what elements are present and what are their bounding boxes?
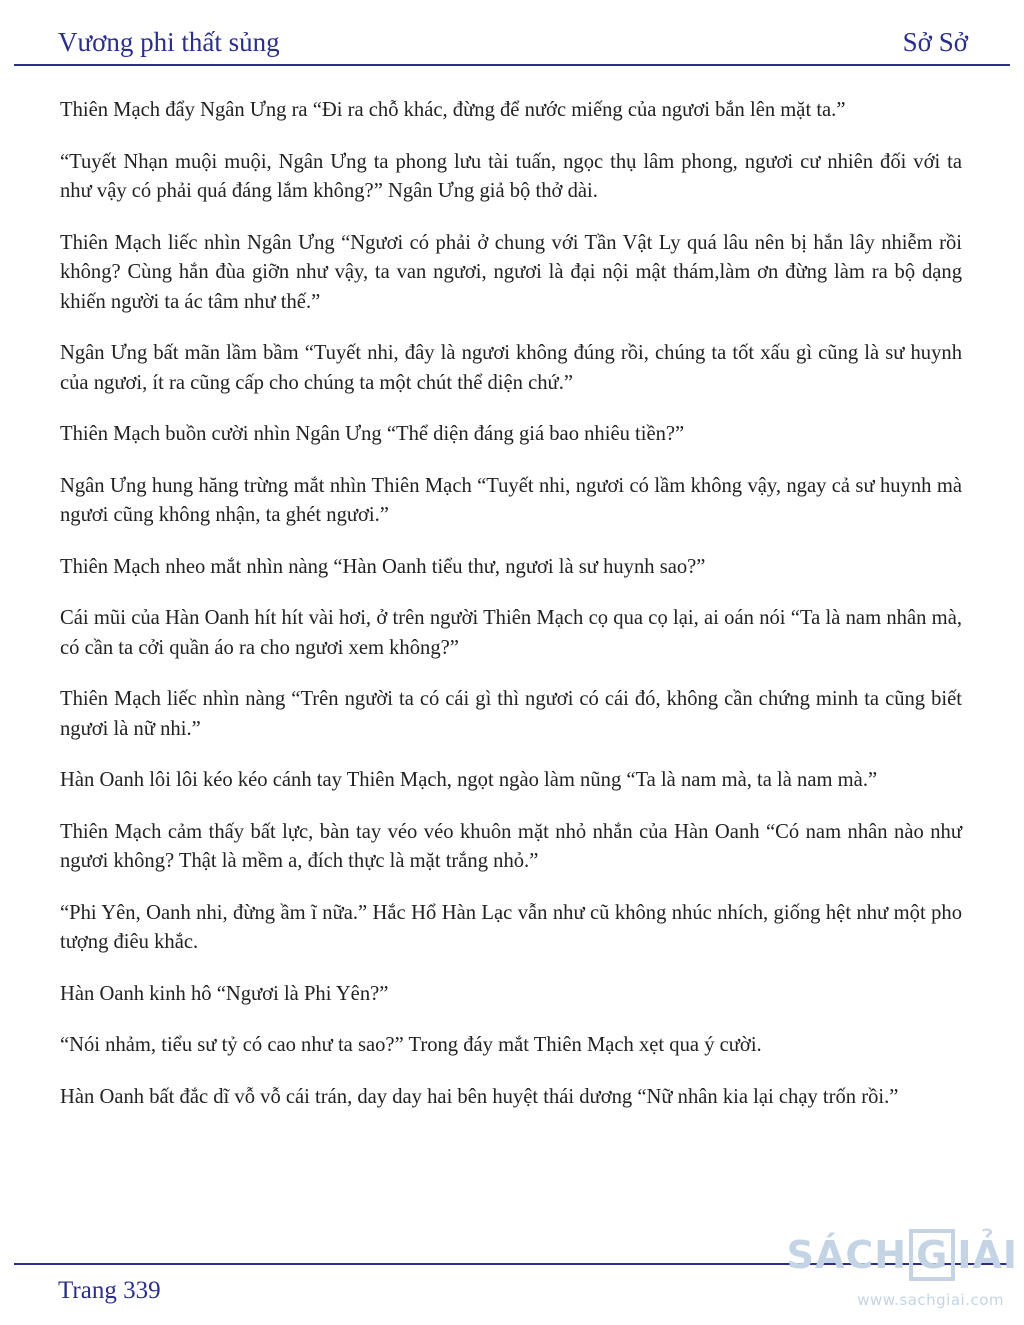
paragraph: Hàn Oanh lôi lôi kéo kéo cánh tay Thiên Mạch, ngọt ngào làm nũng “Ta là nam mà, ta là nam mà.” — [60, 769, 878, 791]
paragraph: Ngân Ưng hung hăng trừng mắt nhìn Thiên Mạch “Tuyết nhi, ngươi có lầm không vậy, ngay cả sư huynh mà ngươi cũng không nhận, ta ghét ngươi.” — [60, 474, 962, 526]
paragraph: Ngân Ưng bất mãn lầm bầm “Tuyết nhi, đây là ngươi không đúng rồi, chúng ta tốt xấu gì cũng là sư huynh của ngươi, ít ra cũng cấp cho chúng ta một chút thể diện chứ.” — [60, 342, 962, 394]
paragraph: Cái mũi của Hàn Oanh hít hít vài hơi, ở trên người Thiên Mạch cọ qua cọ lại, ai oán nói “Ta là nam nhân mà, có cần ta cởi quần áo ra cho ngươi xem không?” — [60, 607, 962, 659]
watermark-logo-left: SÁCH — [786, 1233, 908, 1277]
page-number: Trang 339 — [58, 1277, 161, 1304]
paragraph: Thiên Mạch buồn cười nhìn Ngân Ưng “Thể diện đáng giá bao nhiêu tiền?” — [60, 423, 685, 445]
page-body — [60, 96, 962, 1134]
paragraph: “Phi Yên, Oanh nhi, đừng ầm ĩ nữa.” Hắc Hổ Hàn Lạc vẫn như cũ không nhúc nhích, giống hệt như một pho tượng điêu khắc. — [60, 901, 962, 953]
watermark-logo — [787, 1225, 1018, 1285]
header-divider — [14, 64, 1010, 66]
paragraph: Thiên Mạch liếc nhìn nàng “Trên người ta có cái gì thì ngươi có cái đó, không cần chứng minh ta cũng biết ngươi là nữ nhi.” — [60, 688, 962, 740]
paragraph: “Tuyết Nhạn muội muội, Ngân Ưng ta phong lưu tài tuấn, ngọc thụ lâm phong, ngươi cư nhiên đối với ta như vậy có phải quá đáng lắm không?” Ngân Ưng giả bộ thở dài. — [60, 150, 962, 202]
paragraph: Thiên Mạch cảm thấy bất lực, bàn tay véo véo khuôn mặt nhỏ nhắn của Hàn Oanh “Có nam nhân nào như ngươi không? Thật là mềm a, đích thực là mặt trắng nhỏ.” — [60, 820, 962, 872]
watermark-logo-box: G — [909, 1229, 955, 1281]
watermark — [786, 1225, 1018, 1317]
book-author: Sở Sở — [902, 27, 968, 57]
page-header — [58, 22, 968, 62]
paragraph: Thiên Mạch nheo mắt nhìn nàng “Hàn Oanh tiểu thư, ngươi là sư huynh sao?” — [60, 555, 706, 578]
watermark-url: www.sachgiai.com — [857, 1291, 1004, 1309]
paragraph: Thiên Mạch đẩy Ngân Ưng ra “Đi ra chỗ khác, đừng để nước miếng của ngươi bắn lên mặt ta.” — [60, 99, 846, 121]
watermark-logo-right: IẢI — [957, 1233, 1018, 1277]
paragraph: Thiên Mạch liếc nhìn Ngân Ưng “Ngươi có phải ở chung với Tần Vật Ly quá lâu nên bị hắn lây nhiễm rồi không? Cùng hắn đùa giỡn như vậy, ta van ngươi, ngươi là đại nội mật thám,làm ơn đừng làm ra bộ dạng khiến người ta ác tâm như thế.” — [60, 231, 962, 313]
book-title: Vương phi thất sủng — [58, 27, 280, 57]
paragraph: Hàn Oanh kinh hô “Ngươi là Phi Yên?” — [60, 982, 389, 1005]
paragraph: Hàn Oanh bất đắc dĩ vỗ vỗ cái trán, day day hai bên huyệt thái dương “Nữ nhân kia lại chạy trốn rồi.” — [60, 1085, 899, 1108]
paragraph: “Nói nhảm, tiểu sư tỷ có cao như ta sao?” Trong đáy mắt Thiên Mạch xẹt qua ý cười. — [60, 1034, 762, 1056]
